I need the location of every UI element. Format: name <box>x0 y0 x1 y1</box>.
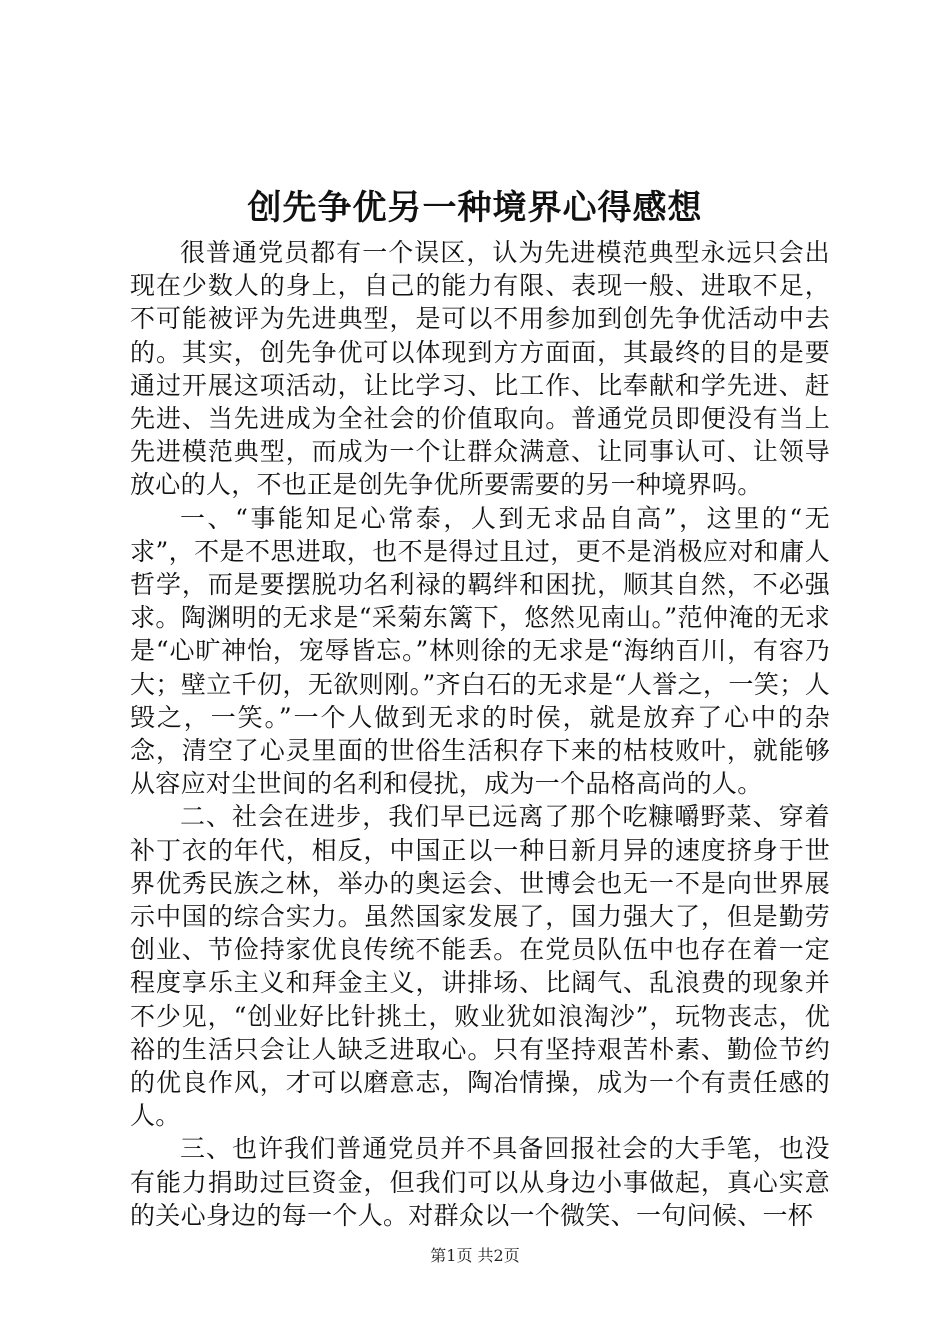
paragraph-two: 二、社会在进步，我们早已远离了那个吃糠嚼野菜、穿着补丁衣的年代，相反，中国正以一种日新月异的速度挤身于世界优秀民族之林，举办的奥运会、世博会也无一不是向世界展示中国的综合实力。虽然国家发展了，国力强大了，但是勤劳创业、节俭持家优良传统不能丢。在党员队伍中也存在着一定程度享乐主义和拜金主义，讲排场、比阔气、乱浪费的现象并不少见，“创业好比针挑土，败业犹如浪淘沙”，玩物丧志，优裕的生活只会让人缺乏进取心。只有坚持艰苦朴素、勤俭节约的优良作风，才可以磨意志，陶冶情操，成为一个有责任感的人。 <box>130 802 830 1131</box>
document-body <box>130 236 830 1232</box>
paragraph-three: 三、也许我们普通党员并不具备回报社会的大手笔，也没有能力捐助过巨资金，但我们可以从身边小事做起，真心实意的关心身边的每一个人。对群众以一个微笑、一句问候、一杯 <box>130 1134 830 1230</box>
paragraph-one: 一、“事能知足心常泰，人到无求品自高”，这里的“无求”，不是不思进取，也不是得过且过，更不是消极应对和庸人哲学，而是要摆脱功名利禄的羁绊和困扰，顺其自然，不必强求。陶渊明的无求是“采菊东篱下，悠然见南山。”范仲淹的无求是“心旷神怡，宠辱皆忘。”林则徐的无求是“海纳百川，有容乃大；壁立千仞，无欲则刚。”齐白石的无求是“人誉之，一笑；人毁之，一笑。”一个人做到无求的时侯，就是放弃了心中的杂念，清空了心灵里面的世俗生活积存下来的枯枝败叶，就能够从容应对尘世间的名利和侵扰，成为一个品格高尚的人。 <box>130 503 830 799</box>
document-title: 创先争优另一种境界心得感想 <box>247 188 703 228</box>
paragraph-intro: 很普通党员都有一个误区，认为先进模范典型永远只会出现在少数人的身上，自己的能力有限、表现一般、进取不足，不可能被评为先进典型，是可以不用参加到创先争优活动中去的。其实，创先争优可以体现到方方面面，其最终的目的是要通过开展这项活动，让比学习、比工作、比奉献和学先进、赶先进、当先进成为全社会的价值取向。普通党员即便没有当上先进模范典型，而成为一个让群众满意、让同事认可、让领导放心的人，不也正是创先争优所要需要的另一种境界吗。 <box>130 238 830 500</box>
page-number-footer: 第1页 共2页 <box>430 1246 520 1265</box>
